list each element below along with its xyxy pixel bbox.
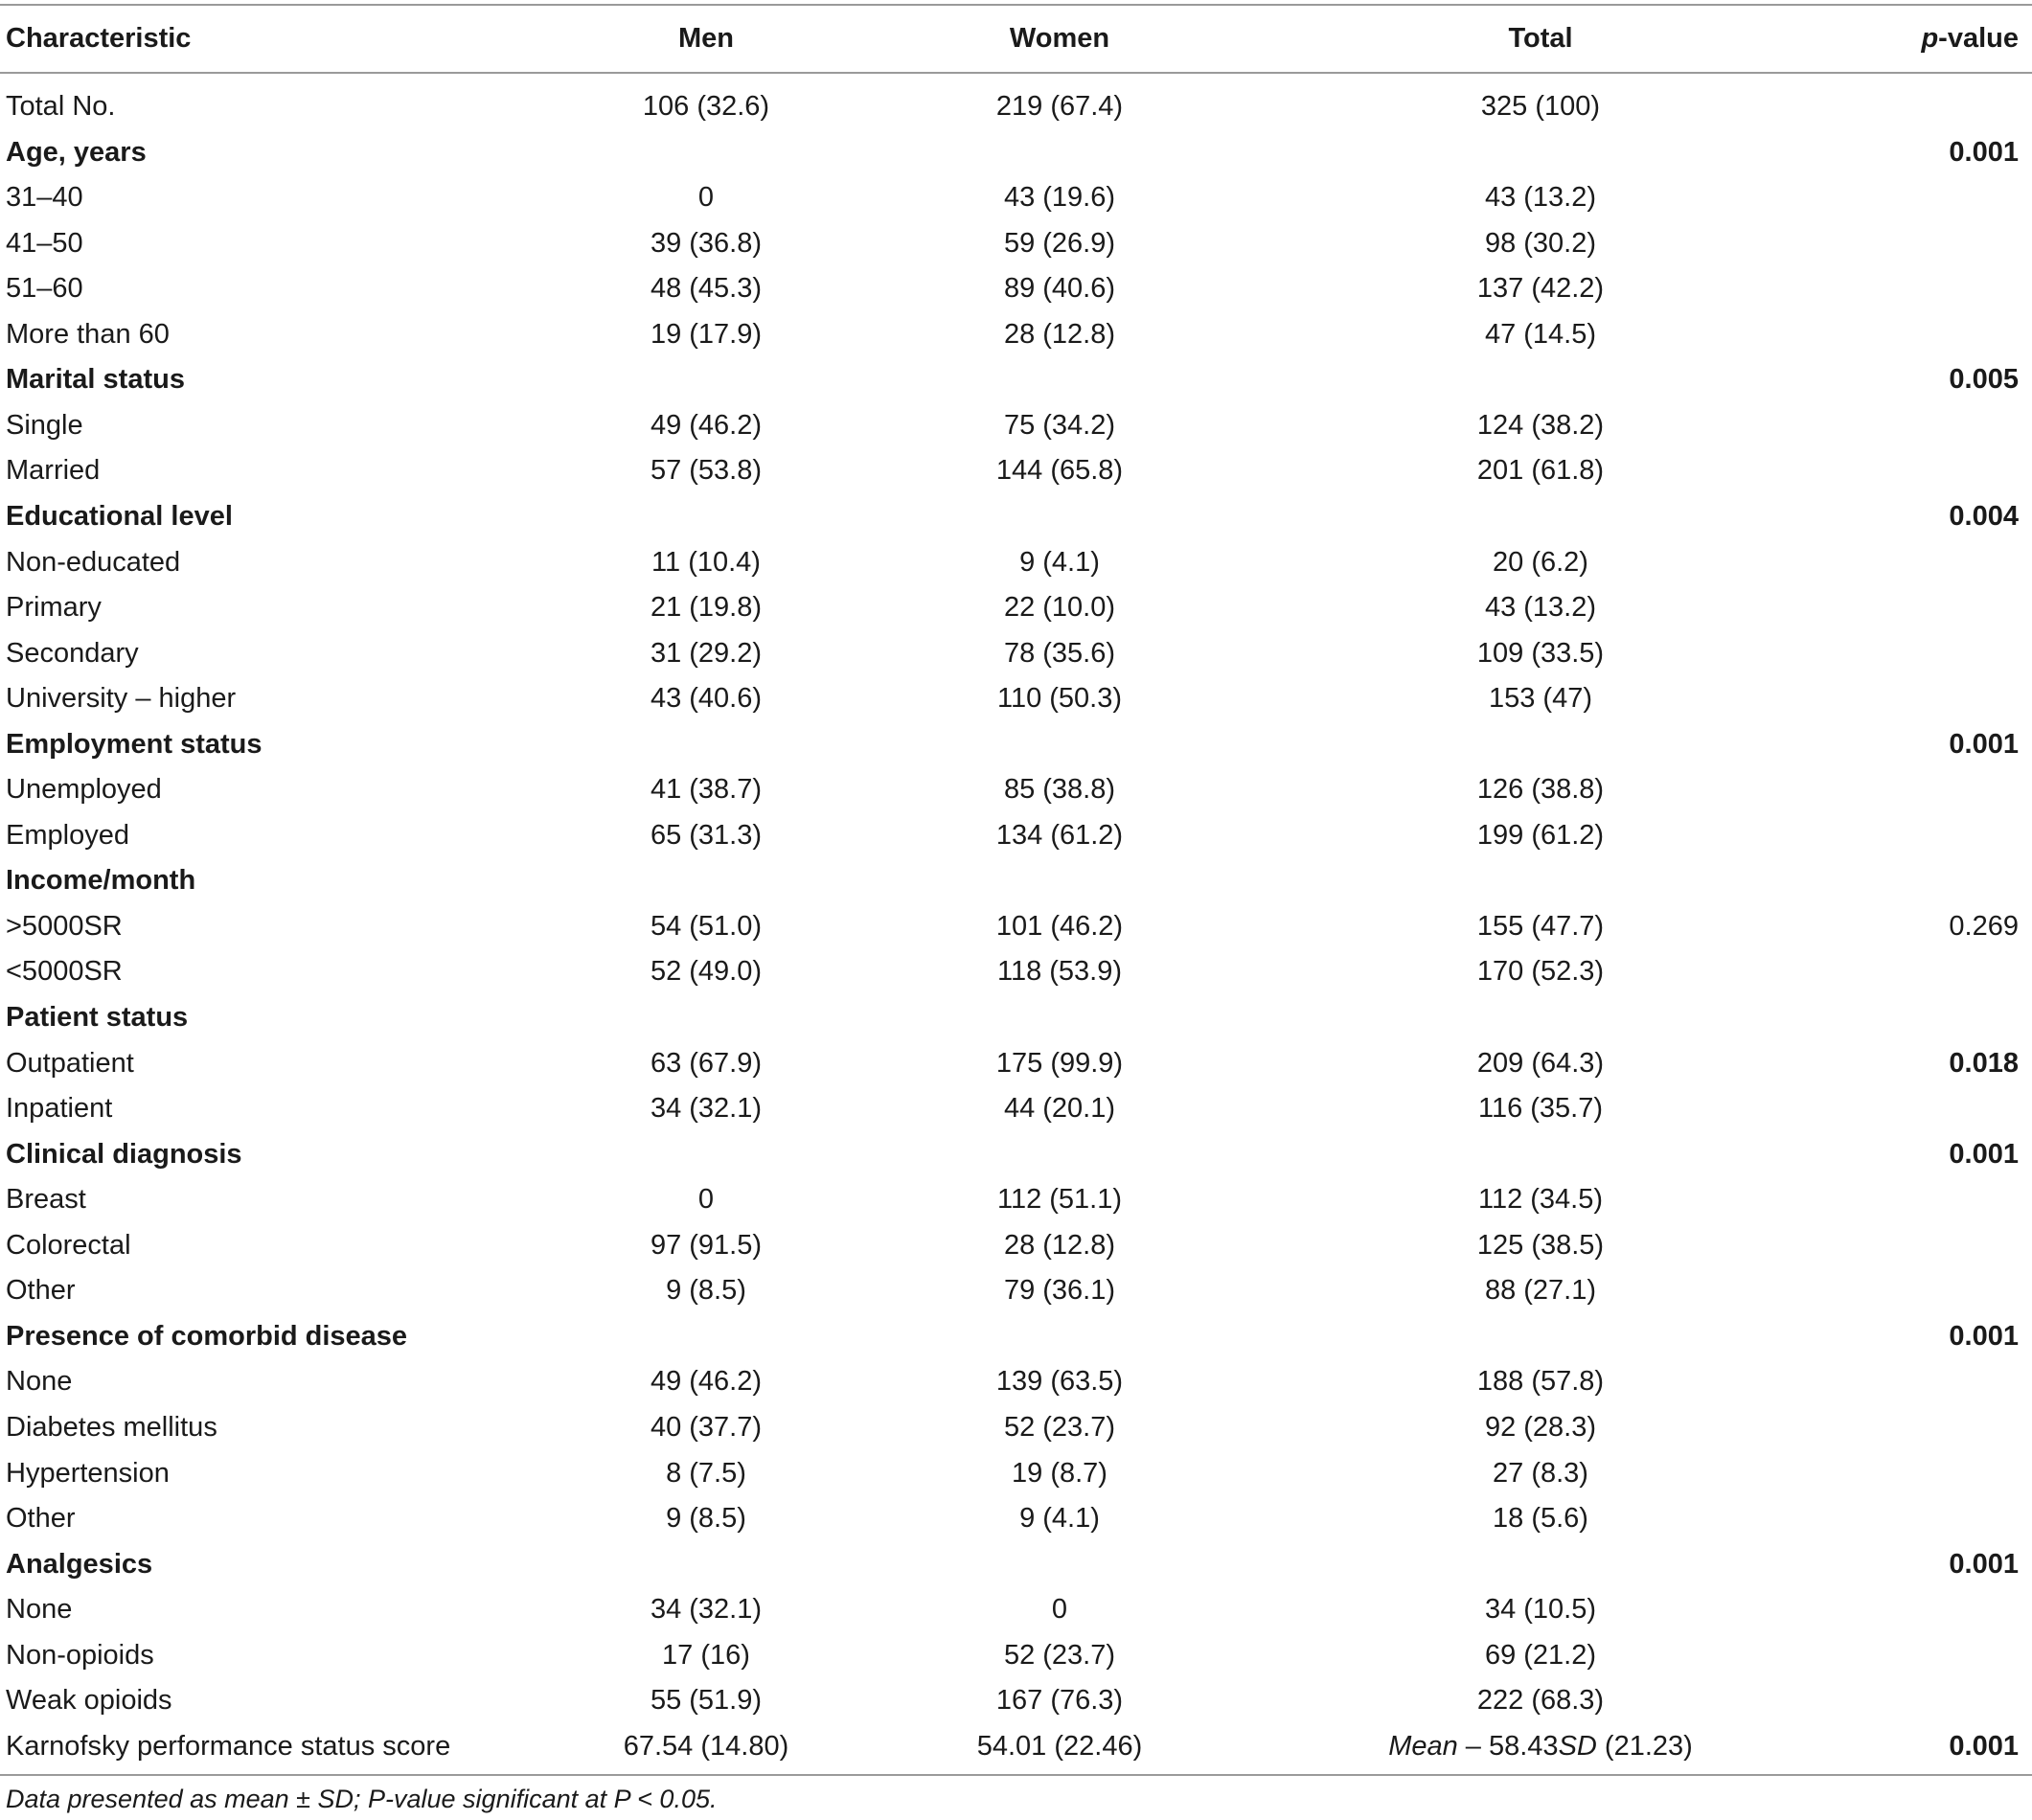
table-row — [0, 813, 2032, 858]
row-label: Weak opioids — [6, 1685, 172, 1717]
table-row — [0, 1177, 2032, 1222]
men-value: 106 (32.6) — [642, 91, 770, 122]
total-value: 199 (61.2) — [1476, 819, 1605, 851]
men-value: 9 (8.5) — [666, 1503, 746, 1534]
table-row — [0, 312, 2032, 357]
women-value: 89 (40.6) — [1003, 273, 1116, 305]
women-value: 9 (4.1) — [1019, 546, 1100, 578]
total-value: 125 (38.5) — [1476, 1229, 1605, 1261]
women-value: 9 (4.1) — [1019, 1503, 1100, 1534]
women-value: 79 (36.1) — [1003, 1275, 1116, 1307]
p-value: 0.004 — [1949, 501, 2019, 532]
women-value: 28 (12.8) — [1003, 1229, 1116, 1261]
table-row — [0, 84, 2032, 129]
row-label: Unemployed — [6, 774, 162, 806]
women-value: 43 (19.6) — [1003, 182, 1116, 214]
row-label: Married — [6, 455, 101, 487]
table-row — [0, 1268, 2032, 1313]
men-value: 49 (46.2) — [650, 409, 763, 441]
women-value: 219 (67.4) — [995, 91, 1124, 122]
women-value: 78 (35.6) — [1003, 637, 1116, 669]
total-value: 325 (100) — [1480, 91, 1601, 122]
table-row — [0, 448, 2032, 493]
men-value: 48 (45.3) — [650, 273, 763, 305]
section-row — [0, 1132, 2032, 1177]
table-row — [0, 1359, 2032, 1404]
table-row — [0, 585, 2032, 630]
row-label: Diabetes mellitus — [6, 1411, 217, 1443]
women-value: 101 (46.2) — [995, 910, 1124, 942]
row-label: Other — [6, 1503, 76, 1534]
women-value: 175 (99.9) — [995, 1047, 1124, 1079]
row-label: Secondary — [6, 637, 139, 669]
total-value: 222 (68.3) — [1476, 1685, 1605, 1717]
men-value: 67.54 (14.80) — [623, 1730, 789, 1762]
row-label: None — [6, 1594, 73, 1626]
women-value: 52 (23.7) — [1003, 1411, 1116, 1443]
women-value: 139 (63.5) — [995, 1366, 1124, 1398]
p-value: 0.005 — [1949, 364, 2019, 396]
table-row — [0, 1633, 2032, 1678]
row-label: Colorectal — [6, 1229, 131, 1261]
section-row — [0, 722, 2032, 767]
p-value: 0.018 — [1949, 1047, 2019, 1079]
table-row — [0, 175, 2032, 220]
women-value: 54.01 (22.46) — [976, 1730, 1143, 1762]
section-label: Age, years — [6, 136, 147, 168]
men-value: 39 (36.8) — [650, 227, 763, 259]
row-label: Inpatient — [6, 1093, 113, 1125]
table-row — [0, 1086, 2032, 1131]
section-row — [0, 1314, 2032, 1359]
row-label: Total No. — [6, 91, 116, 122]
top-rule — [0, 4, 2032, 6]
header-rule — [0, 72, 2032, 74]
table-row — [0, 403, 2032, 448]
women-value: 0 — [1051, 1594, 1068, 1626]
total-value: 92 (28.3) — [1484, 1411, 1597, 1443]
total-value: 126 (38.8) — [1476, 774, 1605, 806]
bottom-rule — [0, 1774, 2032, 1776]
men-value: 19 (17.9) — [650, 318, 763, 350]
women-value: 22 (10.0) — [1003, 592, 1116, 623]
men-value: 97 (91.5) — [650, 1229, 763, 1261]
men-value: 57 (53.8) — [650, 455, 763, 487]
row-label: None — [6, 1366, 73, 1398]
table-row — [0, 1496, 2032, 1541]
women-value: 75 (34.2) — [1003, 409, 1116, 441]
section-label: Marital status — [6, 364, 185, 396]
total-value: 88 (27.1) — [1484, 1275, 1597, 1307]
row-label: Breast — [6, 1184, 86, 1216]
total-value: 170 (52.3) — [1476, 956, 1605, 988]
table-row — [0, 767, 2032, 812]
total-value: 109 (33.5) — [1476, 637, 1605, 669]
men-value: 41 (38.7) — [650, 774, 763, 806]
total-value-part: – 58.43 — [1457, 1730, 1559, 1762]
total-value: 137 (42.2) — [1476, 273, 1605, 305]
row-label: 51–60 — [6, 273, 83, 305]
women-value: 144 (65.8) — [995, 455, 1124, 487]
table-row — [0, 631, 2032, 676]
table-row — [0, 1724, 2032, 1769]
header-total: Total — [1508, 23, 1573, 54]
table-row — [0, 1405, 2032, 1450]
row-label: Non-opioids — [6, 1639, 154, 1671]
section-row — [0, 357, 2032, 402]
women-value: 19 (8.7) — [1012, 1457, 1107, 1489]
row-label: Primary — [6, 592, 102, 623]
women-value: 59 (26.9) — [1003, 227, 1116, 259]
table-row — [0, 676, 2032, 721]
section-row — [0, 130, 2032, 175]
table-row — [0, 904, 2032, 949]
women-value: 134 (61.2) — [995, 819, 1124, 851]
total-value-part: Mean — [1388, 1730, 1458, 1762]
men-value: 0 — [697, 1184, 715, 1216]
header-characteristic: Characteristic — [6, 23, 192, 54]
total-value: 112 (34.5) — [1477, 1184, 1604, 1216]
women-value: 85 (38.8) — [1003, 774, 1116, 806]
men-value: 34 (32.1) — [650, 1594, 763, 1626]
section-row — [0, 858, 2032, 903]
men-value: 11 (10.4) — [651, 546, 761, 578]
women-value: 28 (12.8) — [1003, 318, 1116, 350]
total-value: 34 (10.5) — [1484, 1594, 1597, 1626]
row-label: Single — [6, 409, 83, 441]
men-value: 52 (49.0) — [650, 956, 763, 988]
table-row — [0, 1223, 2032, 1268]
total-value: 43 (13.2) — [1484, 592, 1597, 623]
men-value: 43 (40.6) — [650, 683, 763, 715]
men-value: 55 (51.9) — [650, 1685, 763, 1717]
p-value: 0.269 — [1949, 910, 2019, 942]
total-value: 18 (5.6) — [1493, 1503, 1588, 1534]
total-value: 201 (61.8) — [1476, 455, 1605, 487]
header-women: Women — [1009, 23, 1110, 54]
section-row — [0, 995, 2032, 1040]
women-value: 167 (76.3) — [995, 1685, 1124, 1717]
section-row — [0, 494, 2032, 539]
row-label: 41–50 — [6, 227, 83, 259]
men-value: 8 (7.5) — [666, 1457, 746, 1489]
table-footnote: Data presented as mean ± SD; P-value significant at P < 0.05. — [6, 1785, 718, 1813]
header-p-value — [1921, 16, 2019, 61]
row-label: Hypertension — [6, 1457, 170, 1489]
women-value: 118 (53.9) — [996, 956, 1123, 988]
total-value: 27 (8.3) — [1493, 1457, 1588, 1489]
p-value: 0.001 — [1949, 1730, 2019, 1762]
table-row — [0, 221, 2032, 266]
section-label: Employment status — [6, 728, 263, 760]
row-label: 31–40 — [6, 182, 83, 214]
total-value: 155 (47.7) — [1476, 910, 1605, 942]
table-row — [0, 540, 2032, 585]
total-value-part: SD — [1558, 1730, 1597, 1762]
p-value: 0.001 — [1949, 1320, 2019, 1352]
total-value: 43 (13.2) — [1484, 182, 1597, 214]
women-value: 52 (23.7) — [1003, 1639, 1116, 1671]
total-value: 98 (30.2) — [1484, 227, 1597, 259]
table-row — [0, 1451, 2032, 1496]
section-label: Educational level — [6, 501, 233, 532]
men-value: 31 (29.2) — [650, 637, 763, 669]
header-men: Men — [678, 23, 734, 54]
men-value: 63 (67.9) — [650, 1047, 763, 1079]
total-value-part: (21.23) — [1596, 1730, 1693, 1762]
total-value: 20 (6.2) — [1493, 546, 1588, 578]
p-value: 0.001 — [1949, 728, 2019, 760]
row-label: Outpatient — [6, 1047, 134, 1079]
women-value: 112 (51.1) — [996, 1184, 1123, 1216]
men-value: 0 — [697, 182, 715, 214]
total-value: 47 (14.5) — [1484, 318, 1597, 350]
section-row — [0, 1542, 2032, 1587]
table-row — [0, 1041, 2032, 1086]
men-value: 49 (46.2) — [650, 1366, 763, 1398]
p-value: 0.001 — [1949, 1138, 2019, 1170]
row-label: <5000SR — [6, 956, 123, 988]
total-value: 116 (35.7) — [1477, 1093, 1604, 1125]
section-label: Income/month — [6, 865, 196, 897]
total-value: 188 (57.8) — [1476, 1366, 1605, 1398]
p-value: 0.001 — [1949, 1548, 2019, 1580]
men-value: 34 (32.1) — [650, 1093, 763, 1125]
section-label: Clinical diagnosis — [6, 1138, 242, 1170]
row-label: Other — [6, 1275, 76, 1307]
women-value: 44 (20.1) — [1003, 1093, 1116, 1125]
p-value: 0.001 — [1949, 136, 2019, 168]
men-value: 9 (8.5) — [666, 1275, 746, 1307]
total-value: 69 (21.2) — [1484, 1639, 1597, 1671]
row-label: Non-educated — [6, 546, 181, 578]
table-row — [0, 266, 2032, 311]
men-value: 17 (16) — [662, 1639, 750, 1671]
row-label: >5000SR — [6, 910, 123, 942]
row-label: Karnofsky performance status score — [6, 1730, 451, 1762]
row-label: University – higher — [6, 683, 237, 715]
total-value — [1277, 1724, 1804, 1769]
men-value: 40 (37.7) — [650, 1411, 763, 1443]
women-value: 110 (50.3) — [996, 683, 1123, 715]
header-p-italic: p — [1921, 23, 1939, 54]
row-label: More than 60 — [6, 318, 170, 350]
section-label: Presence of comorbid disease — [6, 1320, 408, 1352]
section-label: Analgesics — [6, 1548, 153, 1580]
total-value: 124 (38.2) — [1476, 409, 1605, 441]
table-row — [0, 1587, 2032, 1632]
men-value: 65 (31.3) — [650, 819, 763, 851]
table-row — [0, 1678, 2032, 1723]
men-value: 54 (51.0) — [650, 910, 763, 942]
table-header-row — [0, 16, 2032, 61]
row-label: Employed — [6, 819, 129, 851]
total-value: 153 (47) — [1488, 683, 1592, 715]
table-row — [0, 949, 2032, 994]
men-value: 21 (19.8) — [650, 592, 763, 623]
total-value: 209 (64.3) — [1476, 1047, 1605, 1079]
header-p-rest: -value — [1938, 23, 2019, 54]
section-label: Patient status — [6, 1002, 189, 1033]
